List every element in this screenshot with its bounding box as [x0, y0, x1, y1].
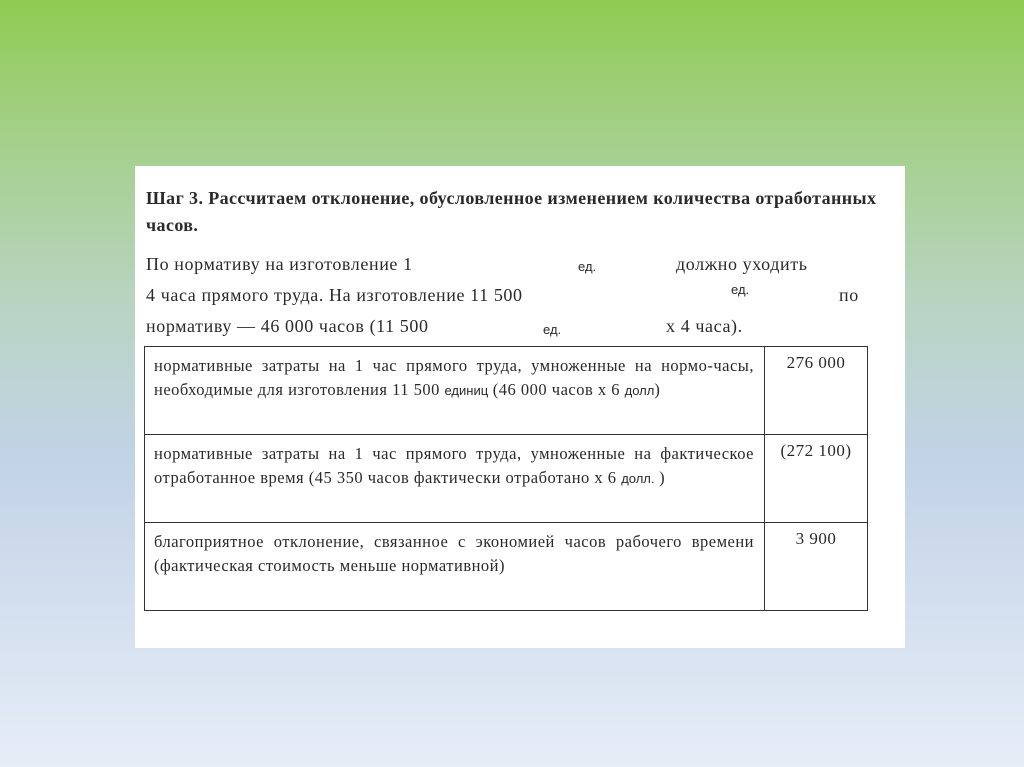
- row2-text-a: нормативные затраты на 1 час прямого труда, умноженные на фактическое отработанное время (45 350 часов фактически отработано х 6: [154, 444, 754, 487]
- line2-unit: ед.: [731, 282, 750, 297]
- row-description: [145, 435, 765, 523]
- paragraph-line-1: [146, 249, 878, 280]
- line3-text-a: нормативу — 46 000 часов (11 500: [146, 316, 429, 336]
- row-amount: 276 000: [765, 347, 868, 435]
- step-heading: Шаг 3. Рассчитаем отклонение, обусловленное изменением количества отработанных часов.: [146, 188, 877, 235]
- row1-unit-a: единиц: [444, 383, 489, 398]
- line2-text-b: по: [839, 285, 859, 305]
- slide-content-card: [135, 166, 905, 648]
- row-description: [145, 523, 765, 611]
- line2-text-a: 4 часа прямого труда. На изготовление 11 500: [146, 285, 523, 305]
- table-row: [145, 435, 868, 523]
- line3-unit: ед.: [543, 322, 562, 337]
- row3-text-a: благоприятное отклонение, связанное с экономией часов рабочего времени (фактическая стоимость меньше нормативной): [154, 532, 754, 575]
- table-row: [145, 347, 868, 435]
- row2-text-b: ): [659, 468, 666, 487]
- row1-text-a: нормативные затраты на 1 час прямого труда, умноженные на нормо-часы, необходимые для изготовления 11 500: [154, 356, 754, 399]
- line1-text-b: должно уходить: [676, 254, 808, 274]
- paragraph-line-2: [146, 280, 878, 311]
- row-amount: (272 100): [765, 435, 868, 523]
- norm-paragraph: [146, 249, 878, 342]
- row1-text-b: (46 000 часов x 6: [492, 380, 621, 399]
- row2-unit-a: долл.: [621, 471, 655, 486]
- row-description: [145, 347, 765, 435]
- variance-table: [144, 346, 868, 611]
- table-row: [145, 523, 868, 611]
- line1-text-a: По нормативу на изготовление 1: [146, 254, 413, 274]
- line1-unit: ед.: [578, 259, 597, 274]
- row1-unit-b: долл: [624, 383, 655, 398]
- paragraph-line-3: [146, 311, 878, 342]
- row1-text-c: ): [654, 380, 661, 399]
- line3-text-b: х 4 часа).: [666, 316, 743, 336]
- row-amount: 3 900: [765, 523, 868, 611]
